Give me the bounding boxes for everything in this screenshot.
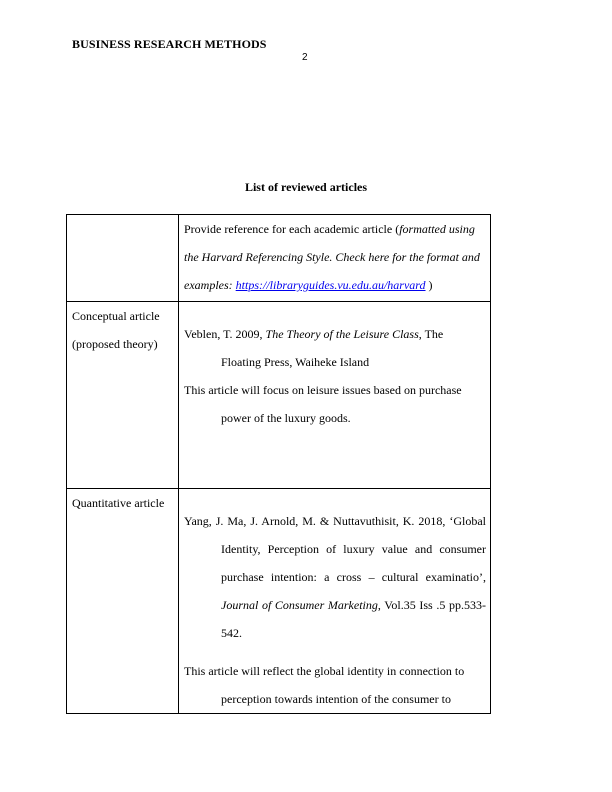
ref-publisher: , The Floating Press, Waiheke Island <box>221 327 444 369</box>
harvard-guide-link[interactable]: https://libraryguides.vu.edu.au/harvard <box>235 278 426 292</box>
instruction-part1: Provide reference for each academic article ( <box>184 222 400 236</box>
ref-authors: Yang, J. Ma, J. Arnold, M. & Nuttavuthisit, K. 2018, ‘Global Identity, Perception of luxury value and consumer purchase intention: a cross – cultural examinatio’, <box>184 514 486 584</box>
quantitative-content-cell <box>179 489 491 714</box>
instruction-text <box>184 215 486 299</box>
conceptual-content-cell <box>179 302 491 489</box>
reference-entry <box>184 507 486 647</box>
ref-authors: Veblen, T. 2009, <box>184 327 266 341</box>
reference-entry <box>184 320 486 376</box>
running-head: BUSINESS RESEARCH METHODS <box>72 37 267 51</box>
page-number: 2 <box>302 52 308 63</box>
conceptual-label-cell <box>67 302 179 489</box>
table-row <box>67 215 491 302</box>
instruction-cell <box>179 215 491 302</box>
ref-volume: , Vol.35 Iss .5 pp.533-542. <box>221 598 486 640</box>
instruction-italic: formatted using the Harvard Referencing Style. Check here for the format and examples: <box>184 222 480 292</box>
quantitative-label-cell <box>67 489 179 714</box>
document-title: List of reviewed articles <box>244 180 368 194</box>
ref-journal: Journal of Consumer Marketing <box>221 598 378 612</box>
row-label: Quantitative article <box>72 496 165 510</box>
instruction-close: ) <box>425 278 433 292</box>
article-description: This article will reflect the global identity in connection to perception towards intention of the consumer to <box>184 664 465 706</box>
row-sublabel: (proposed theory) <box>72 337 158 351</box>
article-description: This article will focus on leisure issues based on purchase power of the luxury goods. <box>184 383 462 425</box>
reviewed-articles-table <box>66 214 491 714</box>
ref-title: The Theory of the Leisure Class <box>265 327 419 341</box>
row-label: Conceptual article <box>72 309 160 323</box>
table-row <box>67 302 491 489</box>
table-row <box>67 489 491 714</box>
header-label-cell <box>67 215 179 302</box>
